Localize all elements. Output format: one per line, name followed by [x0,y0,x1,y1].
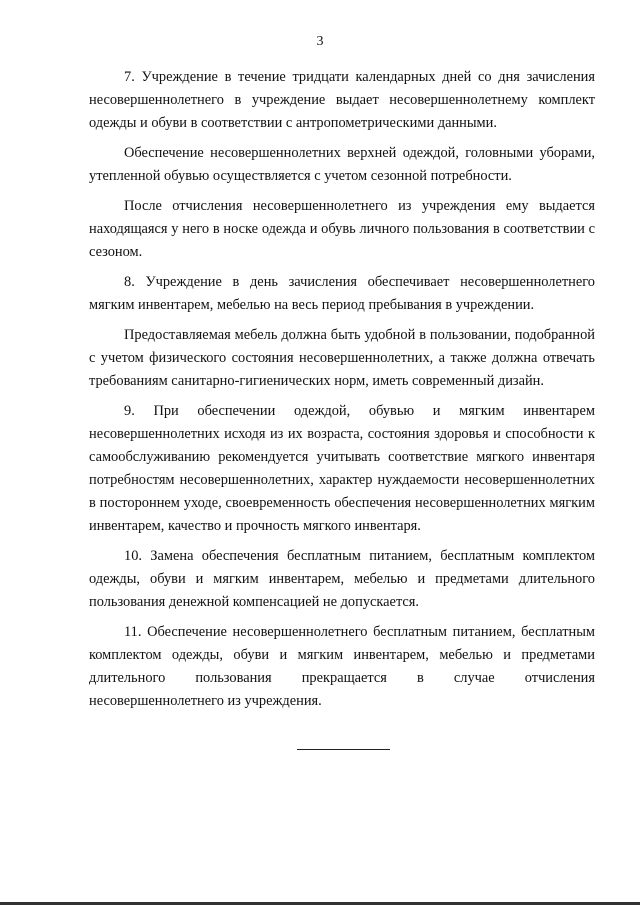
paragraph-8: 8. Учреждение в день зачисления обеспечивает несовершеннолетнего мягким инвентарем, мебелью на весь период пребывания в учреждении. [89,274,595,313]
page-number: 3 [316,34,324,49]
document-body [89,66,595,720]
paragraph-11: 11. Обеспечение несовершеннолетнего бесплатным питанием, бесплатным комплектом одежды, обуви и мягким инвентарем, мебелью и предметами длительного пользования прекращается в случае отчисления несовершеннолетнего из учреждения. [89,624,595,709]
paragraph-8-furniture: Предоставляемая мебель должна быть удобной в пользовании, подобранной с учетом физического состояния несовершеннолетних, а также должна отвечать требованиям санитарно-гигиенических норм, иметь современный дизайн. [89,327,595,389]
paragraph-9: 9. При обеспечении одеждой, обувью и мягким инвентарем несовершеннолетних исходя из их возраста, состояния здоровья и способности к самообслуживанию рекомендуется учитывать соответствие мягкого инвентаря потребностям несовершеннолетних, характер нуждаемости несовершеннолетних в постороннем уходе, своевременность обеспечения несовершеннолетних мягким инвентарем, качество и прочность мягкого инвентаря. [89,403,595,534]
paragraph-7-outerwear: Обеспечение несовершеннолетних верхней одеждой, головными уборами, утепленной обувью осуществляется с учетом сезонной потребности. [89,145,595,184]
end-separator-line [297,749,390,750]
paragraph-7-discharge: После отчисления несовершеннолетнего из учреждения ему выдается находящаяся у него в носке одежда и обувь личного пользования в соответствии с сезоном. [89,198,595,260]
paragraph-7: 7. Учреждение в течение тридцати календарных дней со дня зачисления несовершеннолетнего в учреждение выдает несовершеннолетнему комплект одежды и обуви в соответствии с антропометрическими данными. [89,69,595,131]
paragraph-10: 10. Замена обеспечения бесплатным питанием, бесплатным комплектом одежды, обуви и мягким инвентарем, мебелью и предметами длительного пользования денежной компенсацией не допускается. [89,548,595,610]
